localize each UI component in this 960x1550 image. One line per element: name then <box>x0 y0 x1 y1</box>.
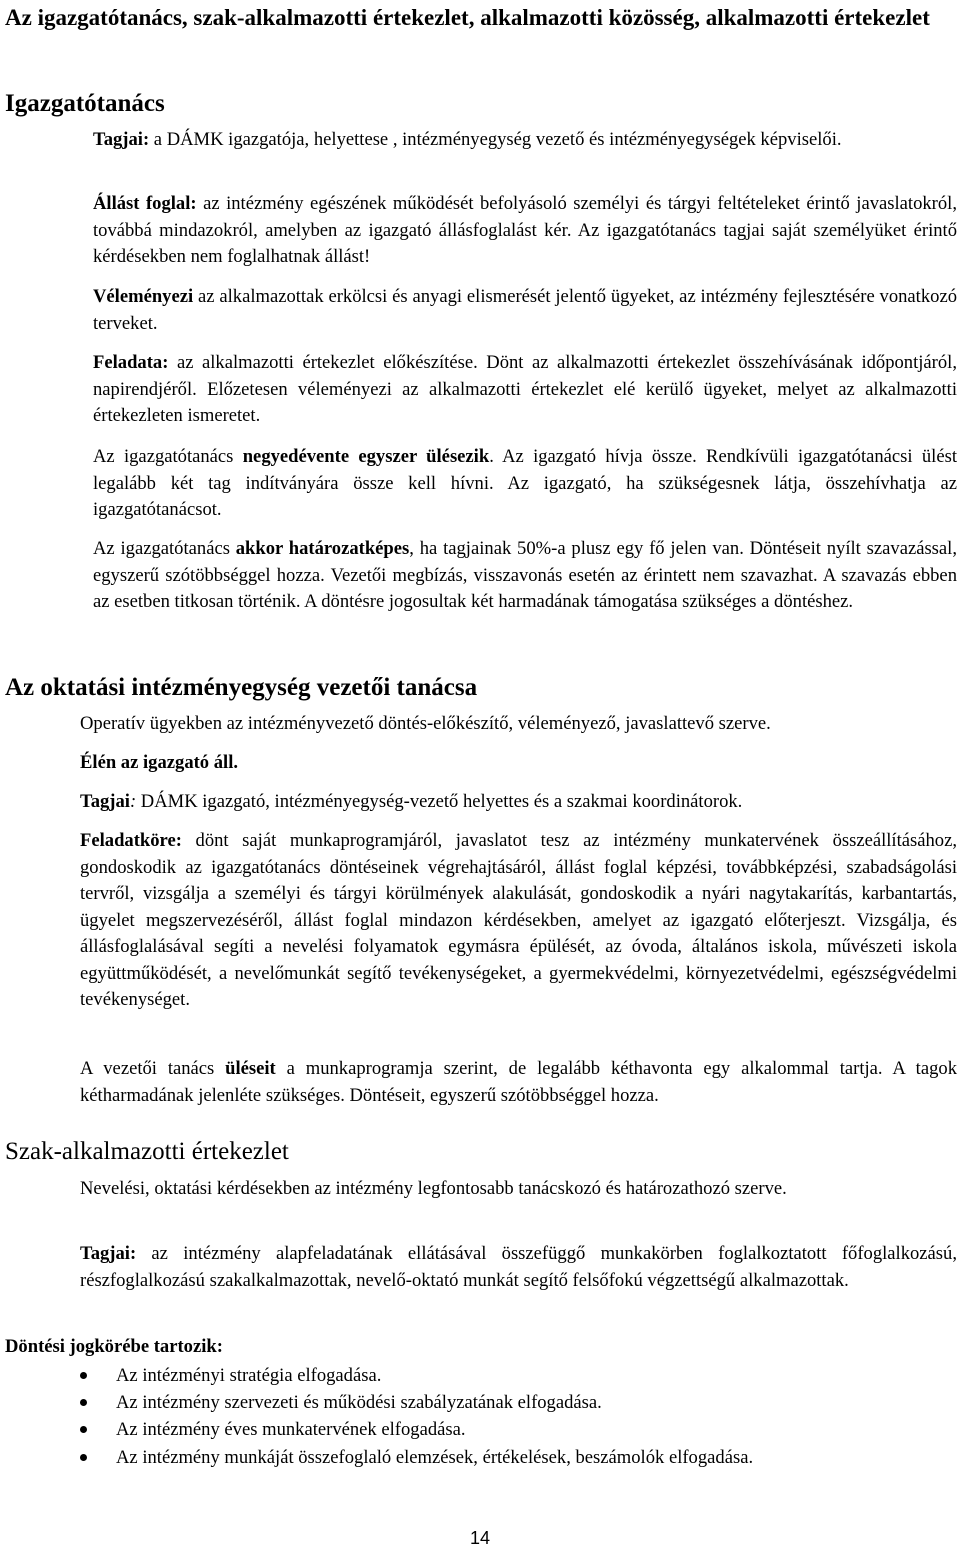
lead-label: Tagjai <box>80 791 130 812</box>
paragraph-text-pre: Az igazgatótanács <box>93 446 243 467</box>
lead-label: Tagjai: <box>80 1243 137 1264</box>
paragraph-ulesei <box>80 1056 957 1109</box>
paragraph-text: DÁMK igazgató, intézményegység-vezető helyettes és a szakmai koordinátorok. <box>136 791 743 812</box>
list-item <box>80 1389 957 1416</box>
document-title: Az igazgatótanács, szak-alkalmazotti értekezlet, alkalmazotti közösség, alkalmazotti értekezlet <box>5 5 930 30</box>
lead-colon: : <box>129 791 137 812</box>
paragraph-feladatkore <box>80 828 957 1014</box>
emphasis: akkor határozatképes <box>235 538 410 559</box>
lead-label: Feladatköre: <box>80 830 182 851</box>
paragraph-text: dönt saját munkaprogramjáról, javaslatot tesz az intézmény munkatervének összeállításához, gondoskodik az igazgatótanács döntéseinek végrehajtásáról, állást foglal képzési, továbbképzési, szabadságolási tervről, vizsgálja a személyi és tárgyi körülmények alakulását, gondoskodik a nyári nagytakarítás, karbantartás, ügyelet megszervezéséről, állást foglal mindazon kérdésekben, amelyet az igazgató előterjeszt. Vizsgálja, és állásfoglalásával segíti a nevelési folyamatok egymásra épülését, az óvoda, általános iskola, művészeti iskola együttműködését, a nevelőmunkát segítő tevékenységeket, a gyermekvédelmi, környezetvédelmi, egészségvédelmi tevékenységet. <box>80 830 957 1010</box>
paragraph-ulesezik <box>93 444 957 524</box>
bullet-icon <box>80 1454 87 1461</box>
paragraph-text-pre: A vezetői tanács <box>80 1058 226 1079</box>
paragraph-text: a DÁMK igazgatója, helyettese , intézményegység vezető és intézményegységek képviselői. <box>149 129 842 150</box>
section-heading-vezetoi-tanacs: Az oktatási intézményegység vezetői tanácsa <box>5 674 478 701</box>
paragraph-allast-foglal <box>93 191 957 271</box>
paragraph-text: az intézmény egészének működését befolyásoló személyi és tárgyi feltételeket érintő javaslatokról, továbbá mindazokról, amelyben az igazgató állásfoglalást kér. Az igazgatótanács tagjai saját személyüket érintő kérdésekben nem foglalhatnak állást! <box>93 193 957 267</box>
emphasis: negyedévente egyszer ülésezik <box>242 446 490 467</box>
paragraph-nevelesi: Nevelési, oktatási kérdésekben az intézmény legfontosabb tanácskozó és határozathozó szerve. <box>80 1178 787 1199</box>
bullet-icon <box>80 1372 87 1379</box>
lead-label: Feladata: <box>93 352 169 373</box>
paragraph-tagjai-szak <box>80 1241 957 1294</box>
lead-label: Tagjai: <box>93 129 150 150</box>
decision-list <box>80 1362 957 1471</box>
paragraph-tagjai-vezetoi <box>80 789 957 816</box>
paragraph-hatarozatkepes <box>93 536 957 616</box>
list-item <box>80 1444 957 1471</box>
page-number: 14 <box>469 1528 491 1548</box>
list-item <box>80 1416 957 1443</box>
emphasis: üléseit <box>225 1058 276 1079</box>
emphasis: Élén az igazgató áll. <box>80 752 239 773</box>
paragraph-text: az alkalmazottak erkölcsi és anyagi elismerését jelentő ügyeket, az intézmény fejlesztésére vonatkozó terveket. <box>93 286 957 334</box>
paragraph-text-pre: Az igazgatótanács <box>93 538 236 559</box>
paragraph-text-post: a munkaprogramja szerint, de legalább kéthavonta egy alkalommal tartja. A tagok kétharmadának jelenléte szükséges. Döntéseit, egyszerű szótöbbséggel hozza. <box>80 1058 957 1106</box>
paragraph-operativ: Operatív ügyekben az intézményvezető döntés-előkészítő, véleményező, javaslattevő szerve. <box>80 713 771 734</box>
paragraph-text-post: , ha tagjainak 50%-a plusz egy fő jelen van. Döntéseit nyílt szavazással, egyszerű szótöbbséggel hozza. Vezetői megbízás, visszavonás esetén az érintett nem szavazhat. A szavazás ebben az esetben titkosan történik. A döntésre jogosultak két harmadának támogatása szükséges a döntéshez. <box>93 538 957 612</box>
lead-label: Véleményezi <box>93 286 194 307</box>
paragraph-text: az intézmény alapfeladatának ellátásával összefüggő munkakörben foglalkoztatott főfoglalkozású, részfoglalkozású szakalkalmazottak, nevelő-oktató munkát segítő felsőfokú végzettségű alkalmazottak. <box>80 1243 957 1291</box>
list-item-text: Az intézmény éves munkatervének elfogadása. <box>116 1419 466 1441</box>
subheading-dontesi-jogkor: Döntési jogkörébe tartozik: <box>5 1336 223 1357</box>
section-heading-igazgatotanacs: Igazgatótanács <box>5 90 165 117</box>
paragraph-tagjai <box>93 127 957 154</box>
lead-label: Állást foglal: <box>93 193 197 214</box>
paragraph-velemenyezi <box>93 284 957 337</box>
paragraph-text-post: . Az igazgató hívja össze. Rendkívüli igazgatótanácsi ülést legalább két tag indítványára össze kell hívni. Az igazgató, ha szükségesnek látja, összehívhatja az igazgatótanácsot. <box>93 446 957 520</box>
list-item <box>80 1362 957 1389</box>
list-item-text: Az intézményi stratégia elfogadása. <box>116 1365 382 1386</box>
list-item-text: Az intézmény szervezeti és működési szabályzatának elfogadása. <box>116 1392 602 1414</box>
paragraph-feladata <box>93 350 957 430</box>
bullet-icon <box>80 1426 87 1433</box>
paragraph-text: az alkalmazotti értekezlet előkészítése. Dönt az alkalmazotti értekezlet összehívásának időpontjáról, napirendjéről. Előzetesen véleményezi az alkalmazotti értekezlet elé kerülő ügyeket, melyet az alkalmazotti értekezleten ismeretet. <box>93 352 957 426</box>
list-item-text: Az intézmény munkáját összefoglaló elemzések, értékelések, beszámolók elfogadása. <box>116 1446 754 1468</box>
paragraph-elen <box>80 750 957 777</box>
section-heading-szak-alkalmazotti: Szak-alkalmazotti értekezlet <box>5 1138 289 1165</box>
bullet-icon <box>80 1399 87 1406</box>
